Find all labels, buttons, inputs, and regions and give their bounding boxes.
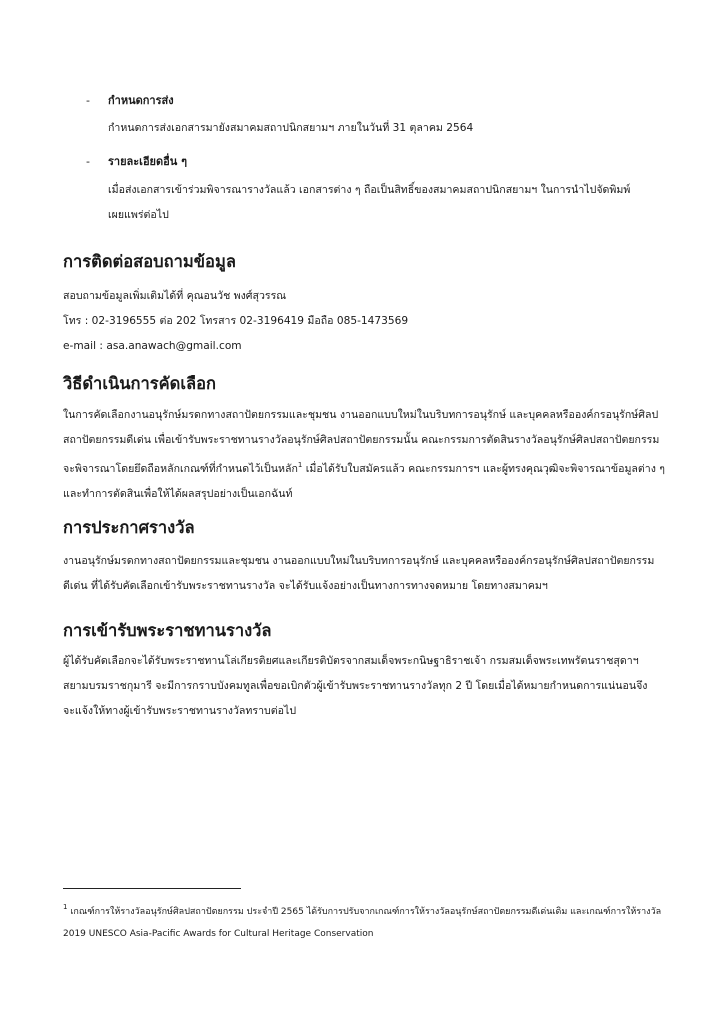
contact-line: สอบถามข้อมูลเพิ่มเติมได้ที่ คุณอนวัช พงศ์สุวรรณ bbox=[63, 290, 287, 302]
other-details-bullet bbox=[86, 155, 187, 169]
footnote-line: 2019 UNESCO Asia-Pacific Awards for Cultural Heritage Conservation bbox=[63, 929, 374, 939]
footnote-number: 1 bbox=[63, 903, 68, 911]
deadline-title: กำหนดการส่ง bbox=[108, 94, 174, 107]
footnote-text: เกณฑ์การให้รางวัลอนุรักษ์ศิลปสถาปัตยกรรม ประจำปี 2565 ได้รับการปรับจากเกณฑ์การให้รางวัลอนุรักษ์สถาปัตยกรรมดีเด่นเดิม และเกณฑ์การให้รางวัล bbox=[67, 907, 662, 917]
footnote-line bbox=[63, 896, 683, 923]
announcement-heading: การประกาศรางวัล bbox=[63, 518, 195, 537]
contact-paragraph bbox=[63, 284, 675, 359]
deadline-text-block bbox=[108, 116, 678, 141]
deadline-text: กำหนดการส่งเอกสารมายังสมาคมสถาปนิกสยามฯ ภายในวันที่ 31 ตุลาคม 2564 bbox=[108, 122, 474, 134]
contact-phone-line: โทร : 02-3196555 ต่อ 202 โทรสาร 02-3196419 มือถือ 085-1473569 bbox=[63, 315, 409, 327]
ceremony-line: สยามบรมราชกุมารี จะมีการกราบบังคมทูลเพื่อขอเบิกตัวผู้เข้ารับพระราชทานรางวัลทุก 2 ปี โดยเมื่อได้หมายกำหนดการแน่นอนจึง bbox=[63, 680, 648, 692]
other-details-line: เมื่อส่งเอกสารเข้าร่วมพิจารณารางวัลแล้ว เอกสารต่าง ๆ ถือเป็นสิทธิ์ของสมาคมสถาปนิกสยามฯ ในการนำไปจัดพิมพ์ bbox=[108, 184, 631, 196]
selection-line: สถาปัตยกรรมดีเด่น เพื่อเข้ารับพระราชทานรางวัลอนุรักษ์ศิลปสถาปัตยกรรมนั้น คณะกรรมการตัดสินรางวัลอนุรักษ์ศิลปสถาปัตยกรรม bbox=[63, 434, 660, 446]
deadline-bullet bbox=[86, 94, 174, 108]
selection-line bbox=[63, 453, 675, 482]
other-details-text-block bbox=[108, 178, 678, 228]
bullet-dash: - bbox=[86, 94, 90, 107]
announcement-line: ดีเด่น ที่ได้รับคัดเลือกเข้ารับพระราชทานรางวัล จะได้รับแจ้งอย่างเป็นทางการทางจดหมาย โดยทางสมาคมฯ bbox=[63, 580, 548, 592]
selection-line: ในการคัดเลือกงานอนุรักษ์มรดกทางสถาปัตยกรรมและชุมชน งานออกแบบใหม่ในบริบทการอนุรักษ์ และบุคคลหรือองค์กรอนุรักษ์ศิลป bbox=[63, 409, 659, 421]
ceremony-paragraph bbox=[63, 649, 675, 724]
ceremony-line: จะแจ้งให้ทางผู้เข้ารับพระราชทานรางวัลทราบต่อไป bbox=[63, 705, 297, 717]
footnote-separator bbox=[63, 888, 241, 889]
selection-line3-before: จะพิจารณาโดยยึดถือหลักเกณฑ์ที่กำหนดไว้เป็นหลัก bbox=[63, 463, 298, 475]
other-details-title: รายละเอียดอื่น ๆ bbox=[108, 155, 187, 168]
selection-line3-after: เมื่อได้รับใบสมัครแล้ว คณะกรรมการฯ และผู้ทรงคุณวุฒิจะพิจารณาข้อมูลต่าง ๆ bbox=[302, 463, 665, 475]
footnote-reference: 1 bbox=[297, 461, 303, 469]
ceremony-heading: การเข้ารับพระราชทานรางวัล bbox=[63, 621, 272, 640]
footnote bbox=[63, 896, 683, 945]
other-details-line: เผยแพร่ต่อไป bbox=[108, 209, 169, 221]
selection-heading: วิธีดำเนินการคัดเลือก bbox=[63, 374, 217, 393]
contact-heading: การติดต่อสอบถามข้อมูล bbox=[63, 252, 236, 271]
contact-email-line: e-mail : asa.anawach@gmail.com bbox=[63, 340, 242, 352]
selection-line: และทำการตัดสินเพื่อให้ได้ผลสรุปอย่างเป็นเอกฉันท์ bbox=[63, 488, 293, 500]
bullet-dash: - bbox=[86, 155, 90, 168]
selection-paragraph bbox=[63, 403, 675, 507]
announcement-line: งานอนุรักษ์มรดกทางสถาปัตยกรรมและชุมชน งานออกแบบใหม่ในบริบทการอนุรักษ์ และบุคคลหรือองค์กรอนุรักษ์ศิลปสถาปัตยกรรม bbox=[63, 555, 655, 567]
announcement-paragraph bbox=[63, 549, 675, 599]
ceremony-line: ผู้ได้รับคัดเลือกจะได้รับพระราชทานโล่เกียรติยศและเกียรติบัตรจากสมเด็จพระกนิษฐาธิราชเจ้า กรมสมเด็จพระเทพรัตนราชสุดาฯ bbox=[63, 655, 639, 667]
